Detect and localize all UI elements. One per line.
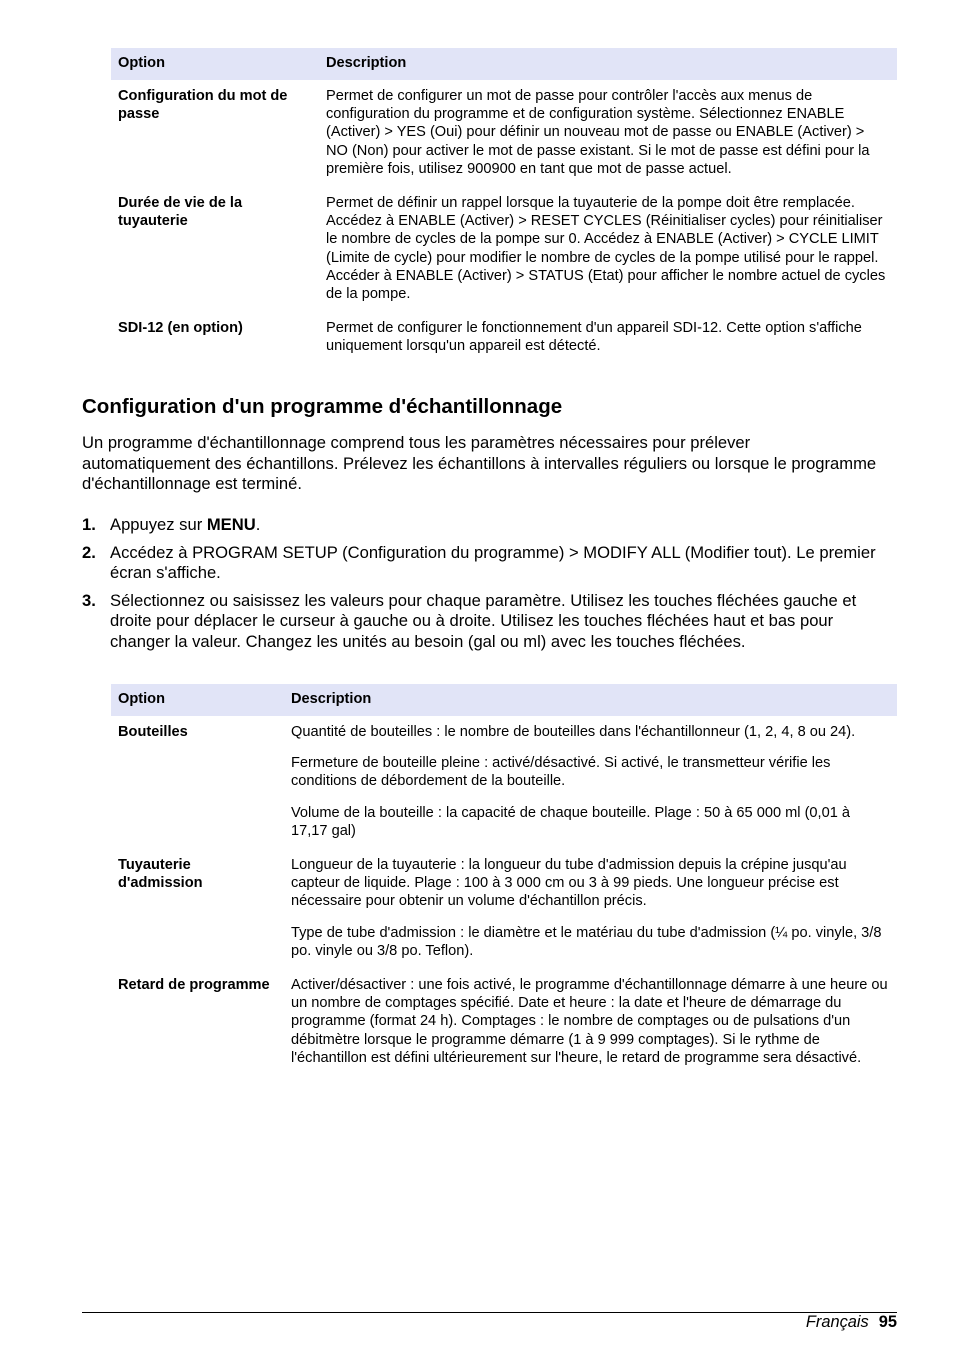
table-row xyxy=(111,80,897,187)
step-number: 3. xyxy=(82,590,96,610)
description-paragraph: Type de tube d'admission : le diamètre et le matériau du tube d'admission (¼ po. vinyle, 3/8 po. vinyle ou 3/8 po. Teflon). xyxy=(291,924,882,959)
option-name: Durée de vie de la tuyauterie xyxy=(118,195,243,230)
description-paragraph: Longueur de la tuyauterie : la longueur du tube d'admission depuis la crépine jusqu'au capteur de liquide. Plage : 100 à 3 000 cm ou 3 à 99 pieds. Une longueur précise est nécessaire pour obtenir un volume d'échantillon précis. xyxy=(291,857,847,910)
description-paragraph: Quantité de bouteilles : le nombre de bouteilles dans l'échantillonneur (1, 2, 4, 8 ou 24). xyxy=(291,724,856,740)
column-header-option: Option xyxy=(111,48,319,80)
step-keyword: MENU xyxy=(206,515,256,534)
step-text: Sélectionnez ou saisissez les valeurs pour chaque paramètre. Utilisez les touches fléchées gauche et droite pour déplacer le curseur à gauche ou à droite. Utilisez les touches fléchées haut et bas pour changer la valeur. Changez les unités au besoin (gal ou ml) avec les touches fléchées. xyxy=(110,590,857,651)
table-header-row xyxy=(111,684,897,716)
page-footer xyxy=(806,1312,897,1332)
option-name: Retard de programme xyxy=(118,977,270,994)
step-item xyxy=(82,591,897,653)
table-row xyxy=(111,312,897,364)
step-number: 2. xyxy=(82,542,96,562)
step-text-end: . xyxy=(255,515,261,534)
section-title: Configuration d'un programme d'échantillonnage xyxy=(82,395,563,418)
option-name: Tuyauterie d'admission xyxy=(118,857,203,892)
option-name: SDI-12 (en option) xyxy=(118,320,243,337)
step-number: 1. xyxy=(82,515,96,534)
step-item xyxy=(82,543,897,584)
footer-language: Français xyxy=(805,1313,869,1331)
description-paragraph: Fermeture de bouteille pleine : activé/désactivé. Si activé, le transmetteur vérifie les conditions de débordement de la bouteille. xyxy=(291,755,831,790)
procedure-steps xyxy=(82,515,897,660)
footer-divider xyxy=(82,1312,897,1313)
table-row xyxy=(111,187,897,312)
table-header-row xyxy=(111,48,897,80)
table-row xyxy=(111,969,897,1076)
option-name: Bouteilles xyxy=(118,724,188,740)
option-description: Permet de configurer un mot de passe pour contrôler l'accès aux menus de configuration du programme et de configuration système. Sélectionnez ENABLE (Activer) > YES (Oui) pour définir un nouveau mot de passe ou ENABLE (Activer) > NO (Non) pour activer le mot de passe existant. Si le mot de passe est défini pour la première fois, utilisez 900900 en tant que mot de passe actuel. xyxy=(326,88,870,177)
column-header-description: Description xyxy=(319,48,897,80)
option-description xyxy=(284,716,897,849)
table-row xyxy=(111,716,897,849)
option-name: Configuration du mot de passe xyxy=(118,88,288,123)
option-description xyxy=(284,849,897,969)
options-table-1 xyxy=(111,48,897,365)
section-intro: Un programme d'échantillonnage comprend tous les paramètres nécessaires pour prélever automatiquement des échantillons. Prélevez les échantillons à intervalles réguliers ou lorsque le programme d'échantillonnage est terminé. xyxy=(82,433,877,494)
options-table-2 xyxy=(111,684,897,1076)
step-item xyxy=(82,515,897,536)
option-description: Permet de définir un rappel lorsque la tuyauterie de la pompe doit être remplacée. Accédez à ENABLE (Activer) > RESET CYCLES (Réinitialiser cycles) pour réinitialiser le nombre de cycles de la pompe sur 0. Accédez à ENABLE (Activer) > CYCLE LIMIT (Limite de cycle) pour modifier le nombre de cycles de la pompe utilisé pour le rappel. Accéder à ENABLE (Activer) > STATUS (Etat) pour afficher le nombre actuel de cycles de la pompe. xyxy=(326,195,886,303)
description-paragraph: Activer/désactiver : une fois activé, le programme d'échantillonnage démarre à une heure ou un nombre de comptages spécifié. Date et heure : la date et l'heure de démarrage du programme (format 24 h). Comptages : le nombre de comptages ou de pulsations d'un débitmètre lorsque le programme démarre (1 à 9 999 comptages). Si le rythme de l'échantillon est défini ultérieurement sur l'heure, le retard de programme sera désactivé. xyxy=(291,977,888,1066)
page-number: 95 xyxy=(878,1313,897,1331)
column-header-description: Description xyxy=(284,684,897,716)
step-text: Appuyez sur xyxy=(110,515,207,534)
description-paragraph: Volume de la bouteille : la capacité de chaque bouteille. Plage : 50 à 65 000 ml (0,01 à 17,17 gal) xyxy=(291,804,851,839)
table-row xyxy=(111,849,897,969)
option-description: Permet de configurer le fonctionnement d'un appareil SDI-12. Cette option s'affiche uniquement lorsqu'un appareil est détecté. xyxy=(326,320,862,355)
option-description xyxy=(284,969,897,1076)
step-text: Accédez à PROGRAM SETUP (Configuration du programme) > MODIFY ALL (Modifier tout). Le premier écran s'affiche. xyxy=(110,542,876,583)
column-header-option: Option xyxy=(111,684,284,716)
